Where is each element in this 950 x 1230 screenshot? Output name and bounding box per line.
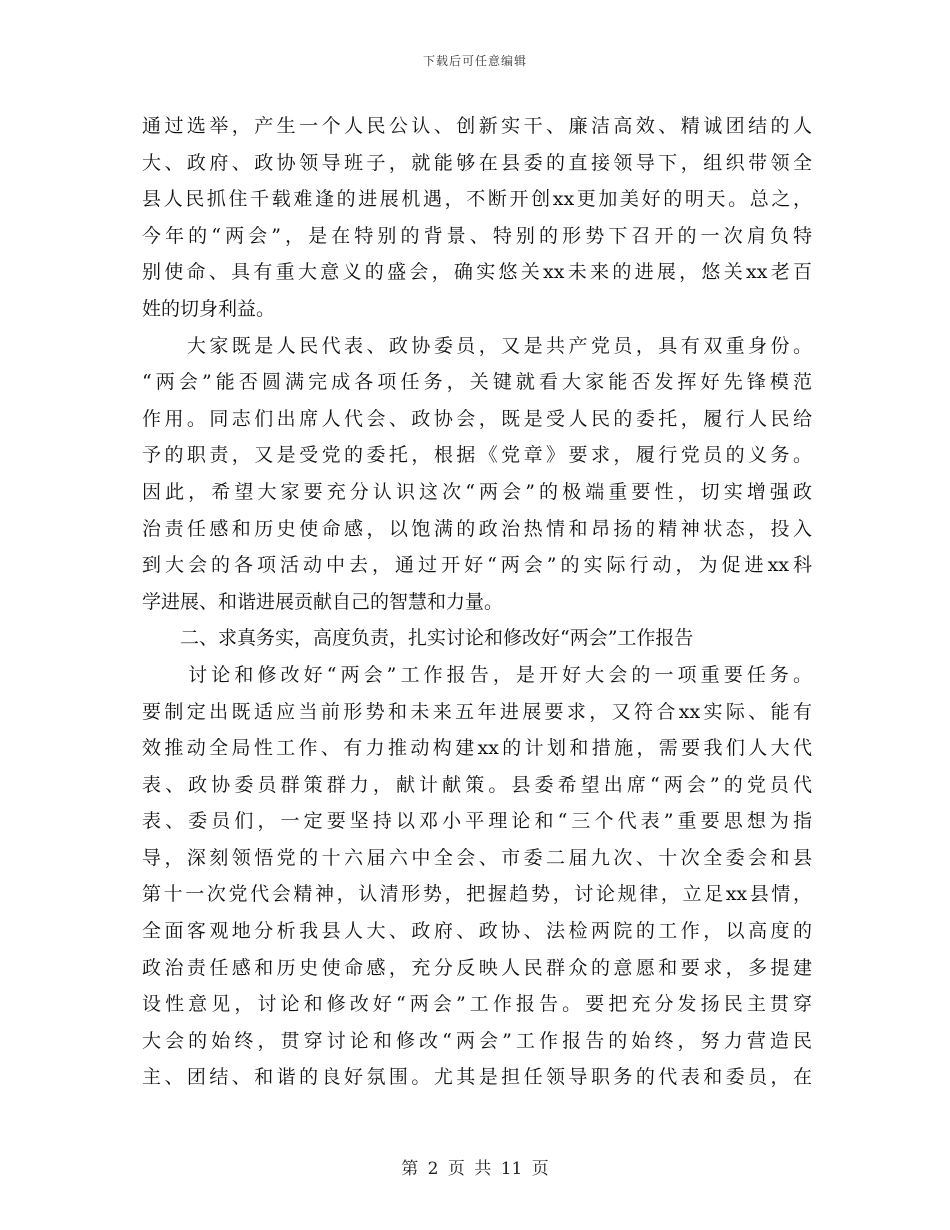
text-line: 表、政协委员群策群力，献计献策。县委希望出席“两会”的党员代	[142, 773, 812, 796]
text-line: 别使命、具有重大意义的盛会，确实悠关xx未来的进展，悠关xx老百	[142, 261, 812, 284]
text-line: 治责任感和历史使命感，以饱满的政治热情和昂扬的精神状态，投入	[142, 517, 812, 540]
text-line: 姓的切身利益。	[142, 297, 276, 320]
text-line: 大会的始终，贯穿讨论和修改“两会”工作报告的始终，努力营造民	[142, 1029, 812, 1052]
text-line: 今年的“两会”，是在特别的背景、特别的形势下召开的一次肩负特	[142, 224, 812, 247]
text-line: 大、政府、政协领导班子，就能够在县委的直接领导下，组织带领全	[142, 151, 812, 174]
page-header: 下载后可任意编辑	[422, 54, 527, 68]
text-line: 表、委员们，一定要坚持以邓小平理论和“三个代表”重要思想为指	[142, 810, 812, 833]
text-line: 二、求真务实，高度负责，扎实讨论和修改好“两会”工作报告	[142, 627, 694, 650]
text-line: 到大会的各项活动中去，通过开好“两会”的实际行动，为促进xx科	[142, 554, 812, 577]
text-line: 效推动全局性工作、有力推动构建xx的计划和措施，需要我们人大代	[142, 737, 812, 760]
text-line: 大家既是人民代表、政协委员，又是共产党员，具有双重身份。	[142, 334, 812, 357]
text-line: 讨论和修改好“两会”工作报告，是开好大会的一项重要任务。	[142, 663, 812, 686]
text-line: 设性意见，讨论和修改好“两会”工作报告。要把充分发扬民主贯穿	[142, 993, 812, 1016]
text-line: 学进展、和谐进展贡献自己的智慧和力量。	[142, 590, 504, 613]
text-line: 全面客观地分析我县人大、政府、政协、法检两院的工作，以高度的	[142, 920, 812, 943]
text-line: 导，深刻领悟党的十六届六中全会、市委二届九次、十次全委会和县	[142, 846, 812, 869]
text-line: 第十一次党代会精神，认清形势，把握趋势，讨论规律，立足xx县情，	[142, 883, 812, 906]
text-line: “两会”能否圆满完成各项任务，关键就看大家能否发挥好先锋模范	[142, 371, 812, 394]
text-line: 要制定出既适应当前形势和未来五年进展要求，又符合xx实际、能有	[142, 700, 812, 723]
text-line: 通过选举，产生一个人民公认、创新实干、廉洁高效、精诚团结的人	[142, 115, 812, 137]
document-body	[142, 108, 812, 1096]
text-line: 予的职责，又是受党的委托，根据《党章》要求，履行党员的义务。	[142, 444, 812, 467]
page-footer: 第 2 页 共 11 页	[401, 1159, 549, 1179]
text-line: 政治责任感和历史使命感，充分反映人民群众的意愿和要求，多提建	[142, 956, 812, 979]
text-line: 作用。同志们出席人代会、政协会，既是受人民的委托，履行人民给	[142, 407, 812, 430]
text-line: 因此，希望大家要充分认识这次“两会”的极端重要性，切实增强政	[142, 480, 812, 503]
text-line: 主、团结、和谐的良好氛围。尤其是担任领导职务的代表和委员，在	[142, 1066, 812, 1089]
text-line: 县人民抓住千载难逢的进展机遇，不断开创xx更加美好的明天。总之，	[142, 188, 812, 211]
